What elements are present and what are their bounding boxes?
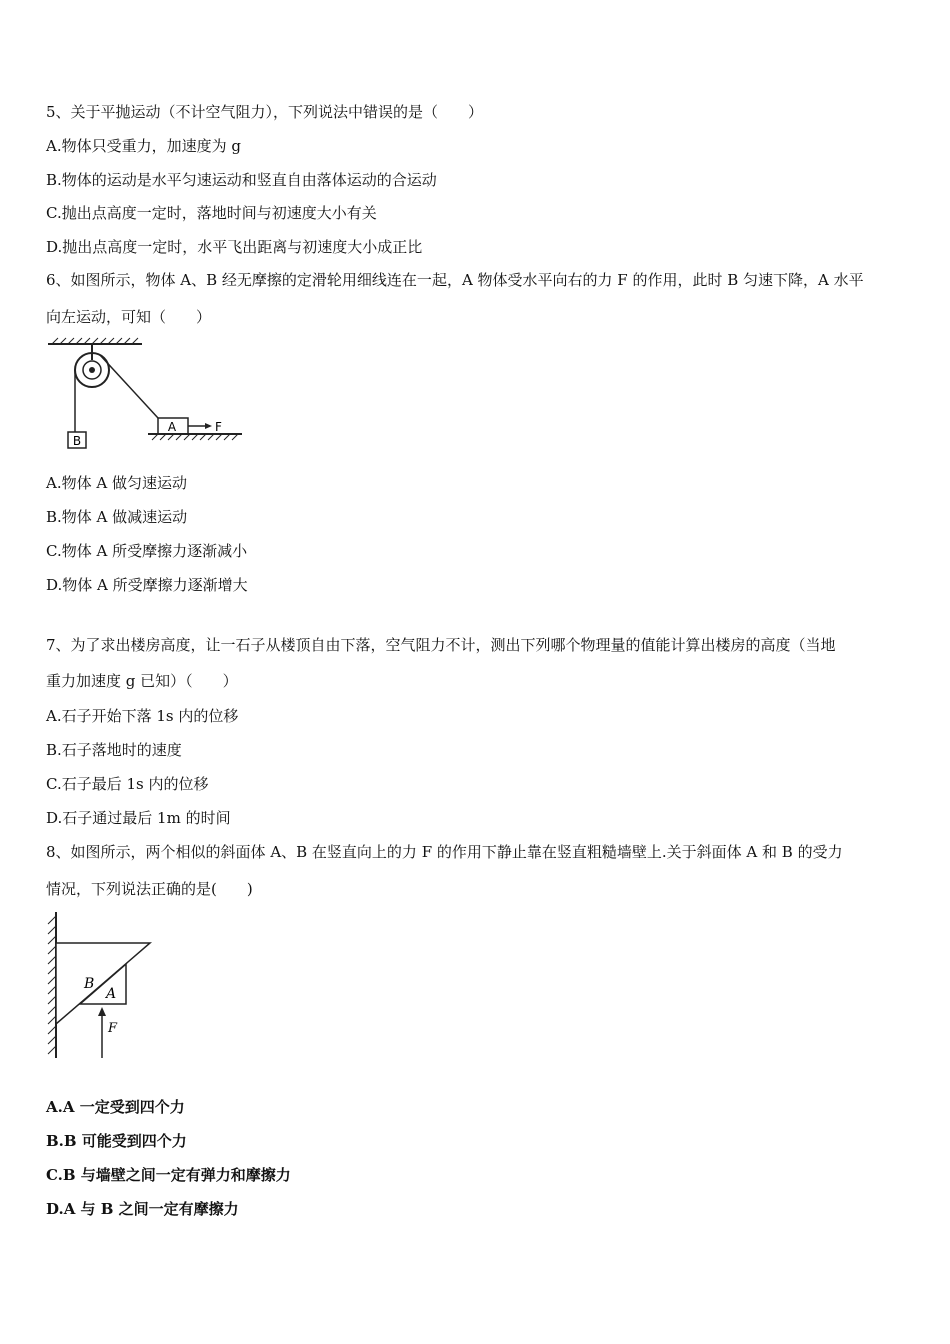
q8-label-f: F [108, 1021, 118, 1036]
q7-option-d: D.石子通过最后 1m 的时间 [46, 809, 231, 827]
q8-option-b: B.B 可能受到四个力 [46, 1132, 187, 1150]
q7-stem-line2: 重力加速度 g 已知）（ ） [46, 672, 238, 690]
q8-label-b: B [84, 976, 95, 992]
q8-option-c: C.B 与墙壁之间一定有弹力和摩擦力 [46, 1166, 291, 1184]
q7-option-a: A.石子开始下落 1s 内的位移 [46, 707, 239, 725]
q8-incline-figure [40, 908, 170, 1063]
q5-option-d: D.抛出点高度一定时，水平飞出距离与初速度大小成正比 [46, 238, 423, 256]
q6-stem-line2: 向左运动，可知（ ） [46, 308, 212, 326]
q7-stem-line1: 7、为了求出楼房高度，让一石子从楼顶自由下落，空气阻力不计，测出下列哪个物理量的值能计算出楼房的高度（当地 [46, 636, 836, 654]
q8-stem-line1: 8、如图所示，两个相似的斜面体 A、B 在竖直向上的力 F 的作用下静止靠在竖直粗糙墙壁上.关于斜面体 A 和 B 的受力 [46, 843, 843, 861]
q6-option-b: B.物体 A 做减速运动 [46, 508, 188, 526]
q5-option-a: A.物体只受重力，加速度为 g [46, 137, 241, 155]
q6-label-a: A [167, 420, 177, 434]
q7-option-b: B.石子落地时的速度 [46, 741, 182, 759]
q6-label-b: B [72, 434, 82, 448]
q5-option-c: C.抛出点高度一定时，落地时间与初速度大小有关 [46, 204, 377, 222]
q8-option-a: A.A 一定受到四个力 [46, 1098, 185, 1116]
q5-option-b: B.物体的运动是水平匀速运动和竖直自由落体运动的合运动 [46, 171, 437, 189]
q6-option-d: D.物体 A 所受摩擦力逐渐增大 [46, 576, 248, 594]
q7-option-c: C.石子最后 1s 内的位移 [46, 775, 209, 793]
q6-label-f: F [215, 420, 222, 434]
q5-stem: 5、关于平抛运动（不计空气阻力），下列说法中错误的是（ ） [46, 103, 484, 121]
q8-option-d: D.A 与 B 之间一定有摩擦力 [46, 1200, 239, 1218]
q8-stem-line2: 情况，下列说法正确的是( ) [46, 880, 253, 898]
q6-option-a: A.物体 A 做匀速运动 [46, 474, 187, 492]
q6-option-c: C.物体 A 所受摩擦力逐渐减小 [46, 542, 248, 560]
q8-label-a: A [106, 986, 117, 1002]
q6-stem-line1: 6、如图所示，物体 A、B 经无摩擦的定滑轮用细线连在一起，A 物体受水平向右的力 F 的作用，此时 B 匀速下降，A 水平 [46, 271, 864, 289]
q6-pulley-figure [44, 336, 254, 456]
